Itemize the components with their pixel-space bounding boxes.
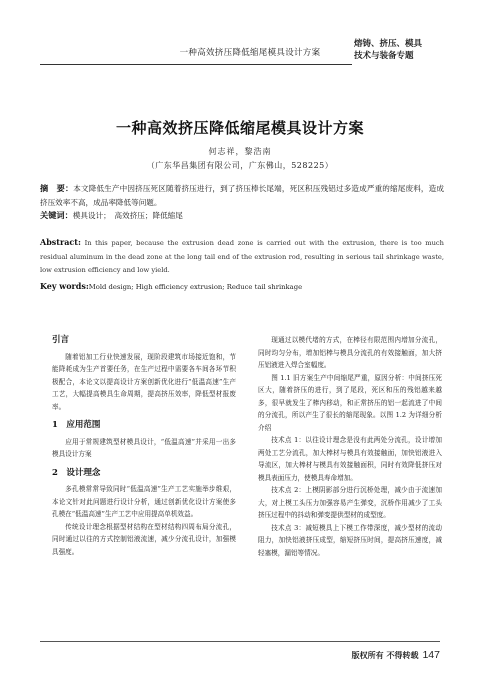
- abstract-en-label: Abstract:: [40, 237, 81, 247]
- keywords-cn: [40, 209, 444, 222]
- footer-rule: [40, 641, 440, 642]
- keywords-en-label: Key words:: [40, 281, 89, 291]
- abstract-cn: [40, 181, 444, 210]
- paragraph-tech-point-2: 技术点 2：上模阴影部分进行沉桥处理，减少由于流速加大，对上模工头压力加强容易产生弹变，沉桥作用减少了工头挤压过程中的抖动和弹变提供型材的成型度。: [258, 486, 442, 519]
- running-title: 一种高效挤压降低缩尾模具设计方案: [179, 48, 321, 58]
- paragraph-tech-point-1: 技术点 1：以往设计理念是没有此两处分流孔，设计增加两处工艺分流孔，加大棒材与模具有效接触面，加快铝液进入导流区，加大棒材与模具有效接触面积，同时有效降低挤压对模具表面压力，使模具寿命增加。: [258, 436, 442, 482]
- heading-introduction: 引言: [52, 335, 70, 345]
- paragraph-design-concept-1: 多孔模常常导致同时“低温高速”生产工艺实施举步维艰，本论文针对此问题进行设计分析，通过创新优化设计方案使多孔模在“低温高速”生产工艺中应用提高单机效益。: [52, 485, 236, 518]
- keywords-en: [40, 280, 444, 293]
- heading-application-scope: 1 应用范围: [52, 420, 101, 430]
- keywords-cn-label: 关键词：: [40, 210, 73, 220]
- abstract-cn-label: 摘 要：: [40, 183, 74, 193]
- copyright-notice: 版权所有 不得转载: [351, 650, 419, 660]
- left-column: [52, 334, 236, 558]
- paragraph-tech-point-3: 技术点 3：减短模具上下模工作带深度，减少型材的流动阻力，加快铝液挤压成型，缩短挤压时间，提高挤压速度，减轻塞模，漏铝等情况。: [258, 523, 442, 557]
- journal-line-2: 技术与装备专题: [354, 51, 414, 61]
- abstract-en: [40, 236, 444, 278]
- abstract-en-text: In this paper, because the extrusion dead zone is carried out with the extrusion, there is too much residual aluminum in the dead zone at the long tail end of the extrusion rod, resulting in serious tail shrinkage waste, low extrusion efficiency and low yield.: [40, 239, 444, 274]
- paper-title: 一种高效挤压降低缩尾模具设计方案: [115, 119, 364, 137]
- right-column: [258, 334, 442, 559]
- page-number: 147: [422, 649, 440, 661]
- affiliation: （广东华昌集团有限公司，广东佛山，528225）: [146, 161, 334, 170]
- journal-line-1: 熔铸、挤压、模具: [354, 39, 423, 49]
- paragraph-application-scope: 应用于常规建筑型材模具设计，“低温高速”并采用一出多模具设计方案: [52, 437, 236, 458]
- heading-design-concept: 2 设计理念: [52, 467, 101, 478]
- keywords-en-text: Mold design; High efficiency extrusion; Reduce tail shrinkage: [88, 283, 303, 291]
- footer: [340, 649, 440, 661]
- paragraph-design-concept-2: 传统设计理念根据型材结构在型材结构四周布局分流孔，同时通过以往的方式控制铝液流速，减少分流孔设计，加强模具强度。: [52, 522, 236, 556]
- authors: 何志祥，黎浩南: [208, 147, 272, 156]
- journal-section-label: [354, 38, 444, 62]
- paragraph-right-2: 图 1.1 旧方案生产中间缩尾严重，原因分析：中间挤压死区大，随着挤压的进行，到了尾段，死区和压的残铝越来越多，很早就发生了棒内移动，和正常挤压的铝一起流进了中间的分流孔，所以产生了很长的缩尾现象。以图 1.2 为详细分析介绍: [258, 373, 442, 432]
- abstract-cn-text: 本文降低生产中因挤压死区随着挤压进行，到了挤压棒长尾端，死区积压残铝过多造成严重的缩尾废料，造成挤压效率不高，成品率降低等问题。: [40, 184, 444, 207]
- keywords-cn-text: 模具设计； 高效挤压；降低缩尾: [72, 211, 183, 220]
- paragraph-introduction: 随着铝加工行业快速发展，现阶段建筑市场接近饱和，节能降耗成为生产首要任务，在生产过程中需要各车间各环节积极配合，本论文以提高设计方案创新优化进行“低温高速”生产工艺，大幅提高模具生命周期，提高挤压效率，降低型材报废率。: [52, 352, 236, 411]
- paragraph-right-1: 现通过以模代堵的方式，在棒径有限范围内增加分流孔，同时均匀分布，增加铝棒与模具分流孔的有效接触面，加大挤压铝液进入焊合室幅度。: [258, 336, 442, 369]
- header-rule: [40, 64, 352, 65]
